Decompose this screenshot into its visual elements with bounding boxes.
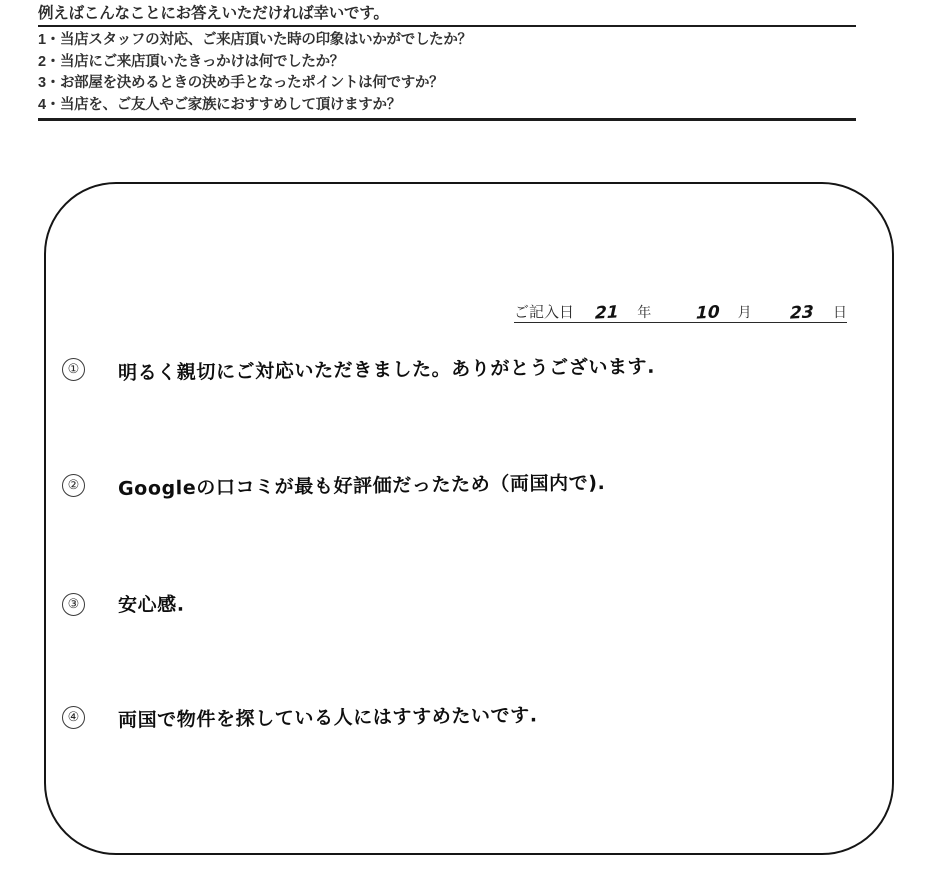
- date-day-unit: 日: [833, 306, 848, 321]
- answer-marker-1: ①: [62, 358, 85, 381]
- question-item-1: 1・当店スタッフの対応、ご来店頂いた時の印象はいかがでしたか？: [38, 32, 472, 48]
- answer-text-2: Googleの口コミが最も好評価だったため（両国内で).: [117, 472, 606, 500]
- date-month-unit: 月: [737, 306, 752, 321]
- question-list: [38, 27, 856, 121]
- survey-question-header: [38, 4, 856, 121]
- date-label: ご記入日: [514, 305, 575, 321]
- question-item-2: 2・当店にご来店頂いたきっかけは何でしたか？: [38, 53, 344, 70]
- date-day-value: 23: [789, 302, 814, 324]
- handwritten-answer-card: [44, 182, 894, 855]
- answer-row: [62, 474, 605, 500]
- answer-row: [62, 593, 185, 619]
- page-title: 例えばこんなことにお答えいただければ幸いです。: [38, 5, 389, 22]
- answer-text-3: 安心感.: [117, 593, 185, 617]
- question-item-4: 4・当店を、ご友人やご家族におすすめして頂けますか？: [38, 96, 401, 113]
- answer-text-1: 明るく親切にご対応いただきました。ありがとうございます.: [117, 355, 656, 385]
- date-month-value: 10: [695, 302, 720, 324]
- answer-row: [62, 706, 538, 732]
- answer-row: [62, 355, 656, 385]
- date-year-value: 21: [595, 302, 620, 324]
- question-item-3: 3・お部屋を決めるときの決め手となったポイントは何ですか？: [38, 75, 444, 91]
- date-entry-line: [514, 294, 847, 323]
- answer-marker-3: ③: [62, 593, 85, 616]
- date-year-unit: 年: [637, 306, 652, 321]
- answer-marker-2: ②: [62, 474, 85, 497]
- answer-text-4: 両国で物件を探している人にはすすめたいです.: [117, 704, 538, 732]
- answer-marker-4: ④: [62, 706, 85, 729]
- header-title-row: [38, 4, 856, 27]
